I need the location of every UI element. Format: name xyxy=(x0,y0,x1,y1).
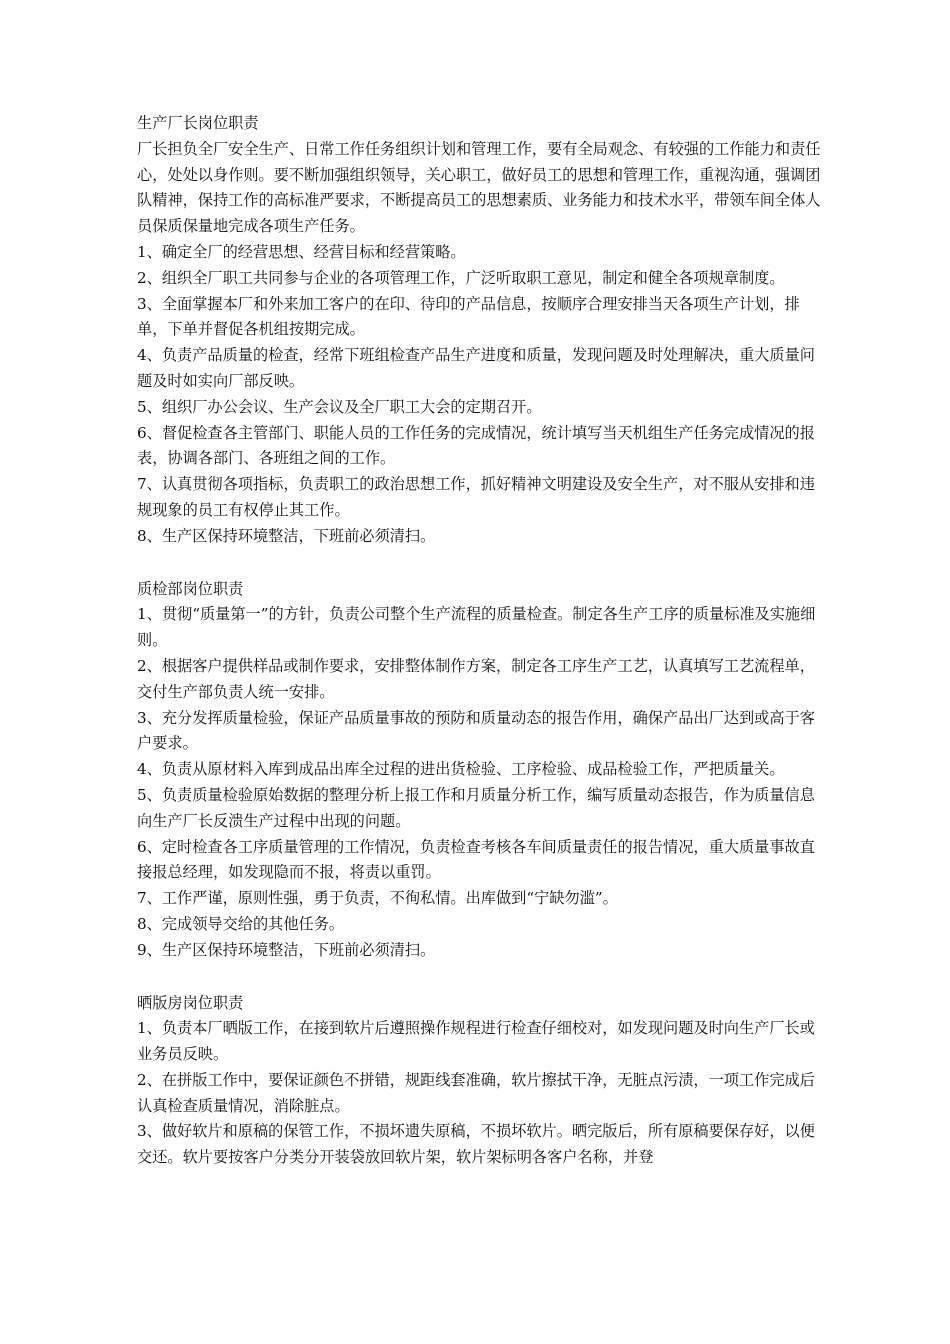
list-item: 3、做好软片和原稿的保管工作，不损坏遗失原稿，不损坏软片。晒完版后，所有原稿要保存好，以便交还。软片要按客户分类分开装袋放回软片架，软片架标明各客户名称，并登 xyxy=(137,1122,815,1167)
paragraph: 厂长担负全厂安全生产、日常工作任务组织计划和管理工作，要有全局观念、有较强的工作能力和责任心，处处以身作则。要不断加强组织领导，关心职工，做好员工的思想和管理工作，重视沟通，强调团队精神，保持工作的高标准严要求，不断提高员工的思想素质、业务能力和技术水平，带领车间全体人员保质保量地完成各项生产任务。 xyxy=(137,139,821,236)
list-item: 1、贯彻“质量第一”的方针，负责公司整个生产流程的质量检查。制定各生产工序的质量标准及实施细则。 xyxy=(137,605,816,650)
list-item: 2、根据客户提供样品或制作要求，安排整体制作方案，制定各工序生产工艺，认真填写工艺流程单，交付生产部负责人统一安排。 xyxy=(137,656,815,701)
list-item: 6、督促检查各主管部门、职能人员的工作任务的完成情况，统计填写当天机组生产任务完成情况的报表，协调各部门、各班组之间的工作。 xyxy=(137,423,815,468)
section-quality-inspection xyxy=(137,577,827,964)
list-item: 2、组织全厂职工共同参与企业的各项管理工作，广泛听取职工意见，制定和健全各项规章制度。 xyxy=(137,268,785,287)
list-item: 8、完成领导交给的其他任务。 xyxy=(137,914,345,933)
list-item: 8、生产区保持环境整洁，下班前必须清扫。 xyxy=(137,526,436,545)
list-item: 5、组织厂办公会议、生产会议及全厂职工大会的定期召开。 xyxy=(137,397,542,416)
list-item: 3、充分发挥质量检验，保证产品质量事故的预防和质量动态的报告作用，确保产品出厂达到或高于客户要求。 xyxy=(137,708,815,753)
section-plate-making-room xyxy=(137,991,827,1172)
section-title: 质检部岗位职责 xyxy=(137,579,244,598)
section-title: 生产厂长岗位职责 xyxy=(137,114,259,132)
list-item: 4、负责产品质量的检查，经常下班组检查产品生产进度和质量，发现问题及时处理解决，重大质量问题及时如实向厂部反映。 xyxy=(137,346,815,390)
list-item: 7、工作严谨，原则性强，勇于负责，不徇私情。出库做到“宁缺勿滥”。 xyxy=(137,889,618,908)
list-item: 5、负责质量检验原始数据的整理分析上报工作和月质量分析工作，编写质量动态报告，作为质量信息向生产厂长反溃生产过程中出现的问题。 xyxy=(137,785,815,830)
document-page xyxy=(137,111,827,1171)
section-title: 晒版房岗位职责 xyxy=(137,993,244,1012)
section-production-manager xyxy=(137,111,827,550)
list-item: 9、生产区保持环境整洁，下班前必须清扫。 xyxy=(137,940,436,959)
list-item: 4、负责从原材料入库到成品出库全过程的进出货检验、工序检验、成品检验工作，严把质量关。 xyxy=(137,760,785,779)
list-item: 3、全面掌握本厂和外来加工客户的在印、待印的产品信息，按顺序合理安排当天各项生产计划，排单，下单并督促各机组按期完成。 xyxy=(137,294,800,339)
list-item: 2、在拼版工作中，要保证颜色不拼错，规距线套准确，软片擦拭干净，无脏点污渍，一项工作完成后认真检查质量情况，消除脏点。 xyxy=(137,1070,815,1115)
list-item: 1、确定全厂的经营思想、经营目标和经营策略。 xyxy=(137,242,466,261)
list-item: 1、负责本厂晒版工作，在接到软片后遵照操作规程进行检查仔细校对，如发现问题及时向生产厂长或业务员反映。 xyxy=(137,1019,815,1064)
list-item: 7、认真贯彻各项指标，负责职工的政治思想工作，抓好精神文明建设及安全生产，对不服从安排和违规现象的员工有权停止其工作。 xyxy=(137,475,815,519)
list-item: 6、定时检查各工序质量管理的工作情况，负责检查考核各车间质量责任的报告情况，重大质量事故直接报总经理，如发现隐而不报，将责以重罚。 xyxy=(137,837,815,882)
